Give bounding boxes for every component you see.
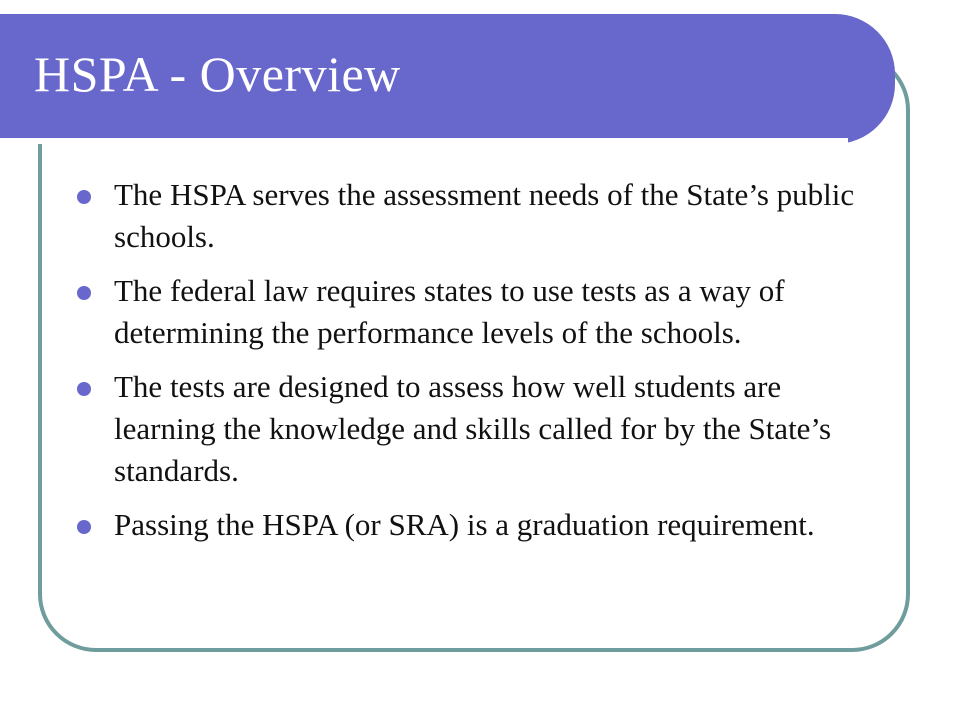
bullet-dot-icon bbox=[77, 520, 91, 534]
bullet-item bbox=[74, 174, 874, 258]
bullet-dot-icon bbox=[77, 382, 91, 396]
bullet-list bbox=[74, 174, 874, 558]
bullet-text: Passing the HSPA (or SRA) is a graduation requirement. bbox=[114, 507, 815, 542]
slide-title: HSPA - Overview bbox=[34, 46, 401, 102]
bullet-item bbox=[74, 504, 874, 546]
bullet-dot-icon bbox=[77, 190, 91, 204]
bullet-text: The HSPA serves the assessment needs of the State’s public schools. bbox=[114, 177, 855, 254]
bullet-text: The federal law requires states to use tests as a way of determining the performance levels of the schools. bbox=[114, 273, 785, 350]
bullet-text: The tests are designed to assess how well students are learning the knowledge and skills called for by the State’s standards. bbox=[114, 369, 832, 488]
title-underline bbox=[0, 138, 848, 144]
bullet-dot-icon bbox=[77, 286, 91, 300]
bullet-item bbox=[74, 366, 874, 492]
bullet-item bbox=[74, 270, 874, 354]
